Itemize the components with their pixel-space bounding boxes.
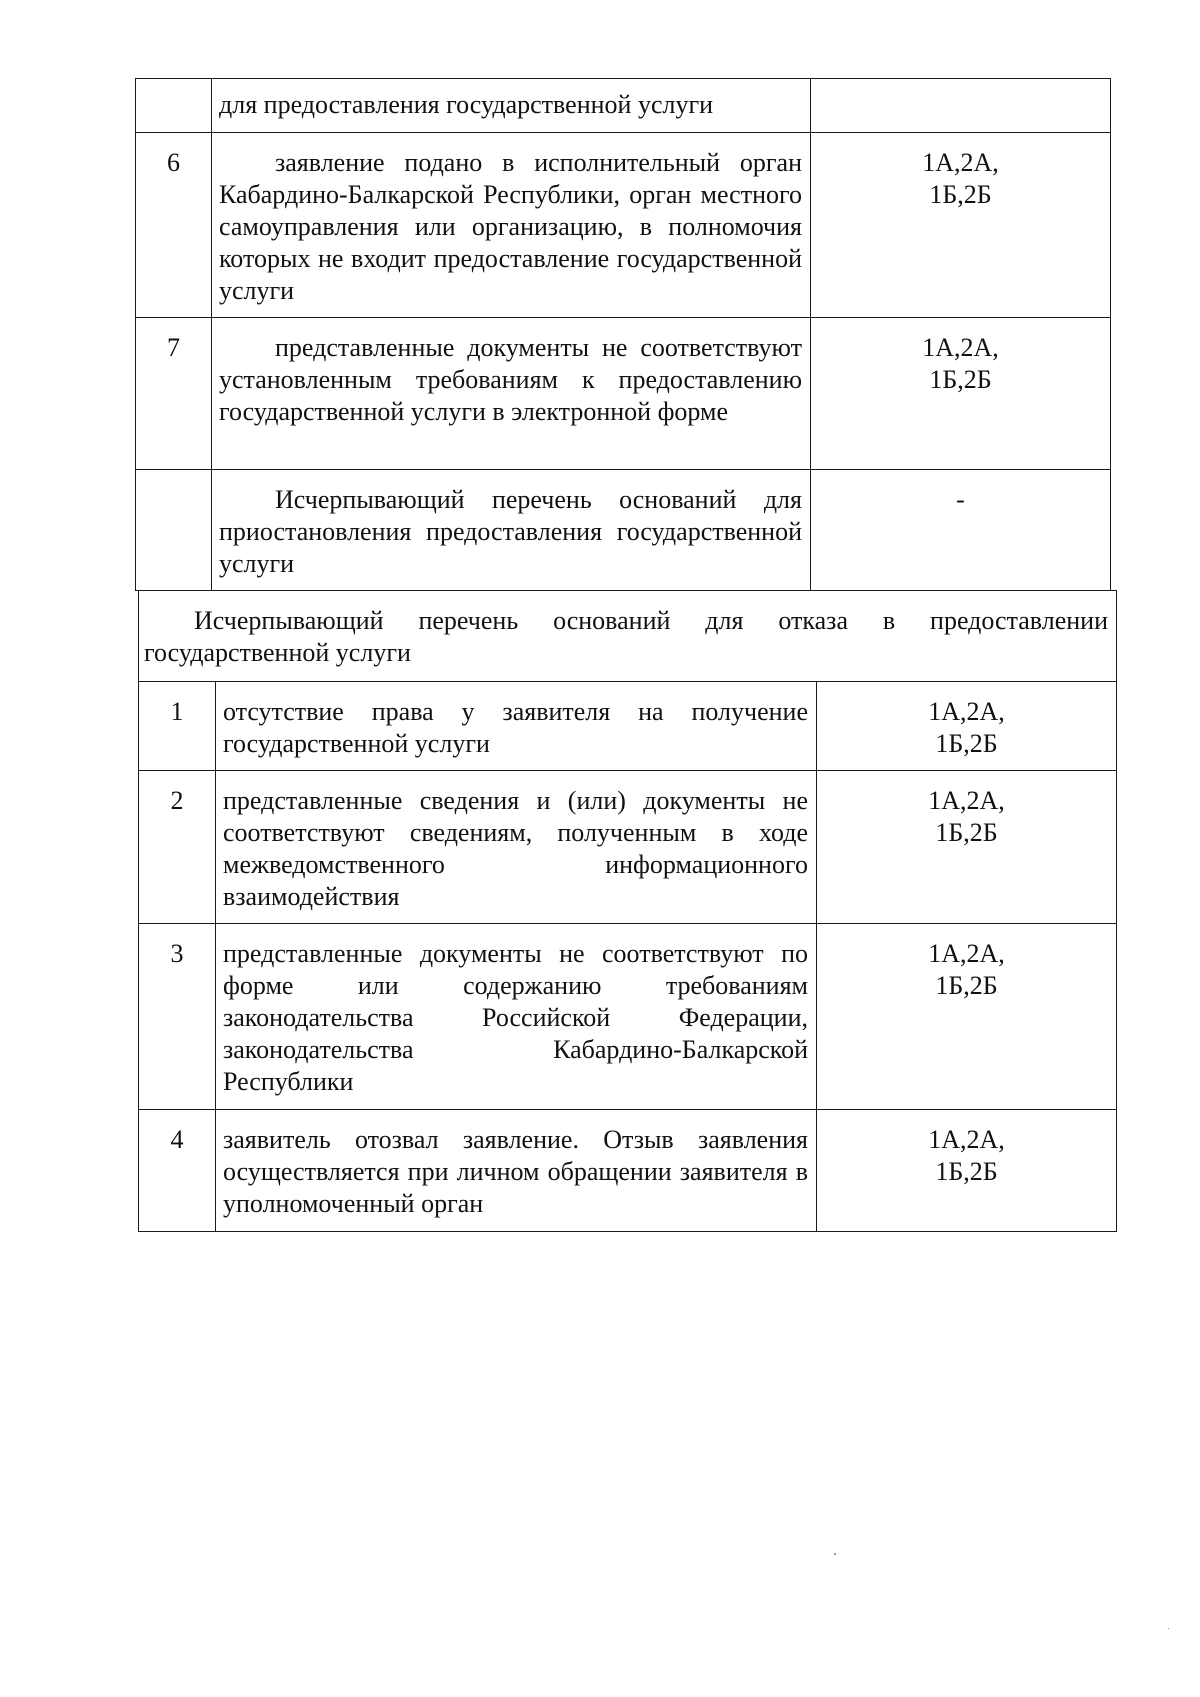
- codes-line: 1Б,2Б: [935, 1157, 998, 1186]
- table-row: [139, 682, 1117, 771]
- table-row: [136, 79, 1111, 133]
- codes-line: 1А,2А,: [922, 333, 999, 362]
- row-codes: [811, 79, 1111, 133]
- codes-line: 1Б,2Б: [935, 971, 998, 1000]
- row-description: [212, 470, 811, 591]
- codes-line: 1А,2А,: [928, 697, 1005, 726]
- row-number: 6: [136, 133, 212, 318]
- codes-line: 1А,2А,: [922, 148, 999, 177]
- row-codes: [817, 771, 1117, 924]
- row-number: 2: [139, 771, 216, 924]
- table-row: [139, 924, 1117, 1110]
- row-codes: [811, 133, 1111, 318]
- codes-line: 1Б,2Б: [929, 365, 992, 394]
- codes-line: 1Б,2Б: [935, 729, 998, 758]
- row-description-text: заявитель отозвал заявление. Отзыв заявления осуществляется при личном обращении заявителя в уполномоченный орган: [223, 1125, 808, 1218]
- row-description-text: представленные сведения и (или) документы не соответствуют сведениям, полученным в ходе межведомственного информационного взаимодействия: [223, 786, 808, 911]
- codes-line: 1Б,2Б: [929, 180, 992, 209]
- row-description: [212, 79, 811, 133]
- row-description: [216, 1110, 817, 1232]
- row-description-text: представленные документы не соответствуют по форме или содержанию требованиям законодательства Российской Федерации, законодательства Кабардино-Балкарской Республики: [223, 939, 808, 1096]
- refusal-heading: [139, 591, 1117, 682]
- table-row: [139, 1110, 1117, 1232]
- row-number: 4: [139, 1110, 216, 1232]
- codes-line: 1Б,2Б: [935, 818, 998, 847]
- scan-speck: [1168, 1628, 1169, 1629]
- grounds-table-upper: [135, 78, 1111, 591]
- row-codes: [811, 318, 1111, 470]
- section-heading-row: [139, 591, 1117, 682]
- row-description-text: отсутствие права у заявителя на получение государственной услуги: [223, 697, 808, 758]
- row-number: [136, 470, 212, 591]
- table-row: [139, 771, 1117, 924]
- row-description: [212, 133, 811, 318]
- codes-line: 1А,2А,: [928, 786, 1005, 815]
- row-number: [136, 79, 212, 133]
- refusal-heading-text: Исчерпывающий перечень оснований для отказа в предоставлении государственной услуги: [144, 606, 1108, 667]
- table-row: [136, 318, 1111, 470]
- row-description-text: представленные документы не соответствуют установленным требованиям к предоставлению государственной услуги в электронной форме: [219, 333, 802, 426]
- grounds-table-lower: [138, 590, 1117, 1232]
- row-description: [212, 318, 811, 470]
- row-description: [216, 682, 817, 771]
- scan-speck: [834, 1553, 836, 1555]
- row-description-text: Исчерпывающий перечень оснований для приостановления предоставления государственной услуги: [219, 485, 802, 578]
- row-codes: -: [811, 470, 1111, 591]
- row-number: 1: [139, 682, 216, 771]
- row-description-text: для предоставления государственной услуги: [219, 90, 714, 119]
- row-number: 7: [136, 318, 212, 470]
- table-row: [136, 133, 1111, 318]
- row-codes: [817, 1110, 1117, 1232]
- row-description: [216, 771, 817, 924]
- codes-line: 1А,2А,: [928, 939, 1005, 968]
- codes-line: 1А,2А,: [928, 1125, 1005, 1154]
- row-description-text: заявление подано в исполнительный орган Кабардино-Балкарской Республики, орган местного самоуправления или организацию, в полномочия которых не входит предоставление государственной услуги: [219, 148, 802, 305]
- row-codes: [817, 682, 1117, 771]
- row-description: [216, 924, 817, 1110]
- row-codes: [817, 924, 1117, 1110]
- row-number: 3: [139, 924, 216, 1110]
- table-row: [136, 470, 1111, 591]
